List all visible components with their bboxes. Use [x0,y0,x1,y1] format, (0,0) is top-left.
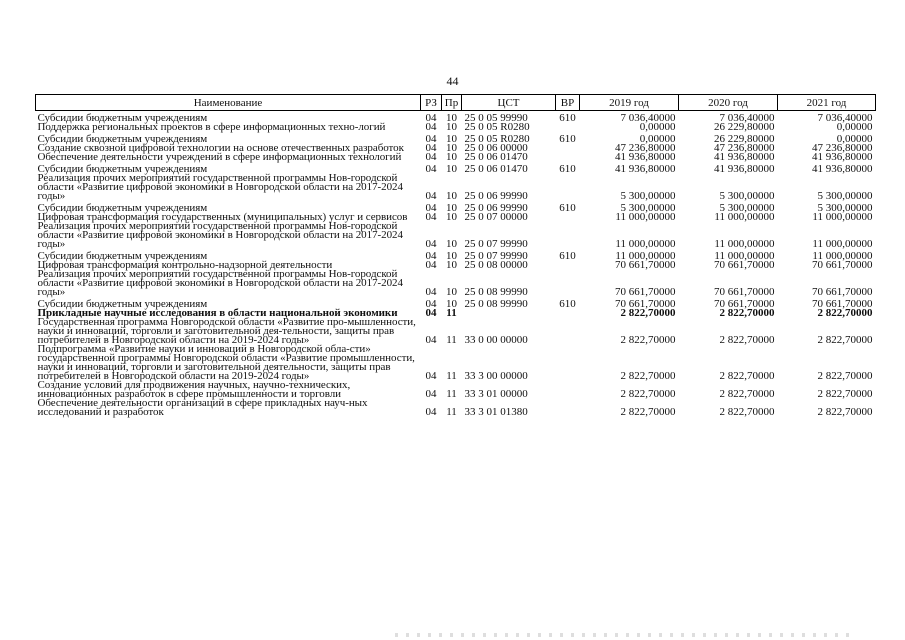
row-2021: 2 822,70000 [817,370,873,382]
row-pr: 10 [446,112,457,124]
row-2021: 70 661,70000 [812,259,873,271]
row-2019: 41 936,80000 [615,163,676,175]
row-vr: 610 [559,298,576,310]
row-2019: 2 822,70000 [620,307,676,319]
row-2020: 26 229,80000 [714,133,775,145]
row-rz: 04 [425,112,437,124]
header-2021: 2021 год [778,95,876,111]
row-2021: 47 236,80000 [812,142,873,154]
row-2021: 0,00000 [836,133,873,145]
row-rz: 04 [425,250,437,262]
row-name: Создание сквозной цифровой технологии на основе отечественных разработок [37,142,404,154]
row-2020: 11 000,00000 [714,250,775,262]
row-2019: 2 822,70000 [620,406,676,418]
row-vr [556,345,580,381]
row-cst: 25 0 07 00000 [464,211,528,223]
row-name: Реализация прочих мероприятий государственной программы Нов-городской области «Развитие цифровой экономики в Новгородской области на 2017-2024 годы» [37,220,403,250]
row-cst: 25 0 05 R0280 [464,133,530,145]
row-rz: 04 [425,259,437,271]
row-vr [556,309,580,318]
row-pr: 10 [446,259,457,271]
scan-artifact [395,633,855,637]
row-2019: 70 661,70000 [615,286,676,298]
table-row [36,174,876,201]
row-rz: 04 [425,133,437,145]
row-vr: 610 [559,163,576,175]
table-row [36,270,876,297]
row-cst: 33 3 01 00000 [464,388,528,400]
row-rz: 04 [425,286,437,298]
row-name: Обеспечение деятельности организаций в сфере прикладных науч-ных исследований и разработок [37,397,368,418]
row-cst: 25 0 08 00000 [464,259,528,271]
row-2020: 2 822,70000 [719,307,775,319]
header-name: Наименование [36,95,421,111]
row-2021: 2 822,70000 [817,388,873,400]
row-2020: 41 936,80000 [714,163,775,175]
row-2019: 0,00000 [639,133,676,145]
header-row [36,95,876,111]
row-name: Субсидии бюджетным учреждениям [37,163,208,175]
table-row [36,345,876,381]
row-2020: 41 936,80000 [714,151,775,163]
row-pr: 10 [446,202,457,214]
row-vr [556,318,580,345]
row-vr [556,174,580,201]
row-rz: 04 [425,211,437,223]
row-name: Подпрограмма «Развитие науки и инноваций в Новгородской обла-сти» государственной программы Новгородской области «Развитие промышленности, науки и инноваций, торговли и заготовительной деятельности, защиты прав потребителей в Новгородской области на 2019-2024 годы» [37,343,415,382]
row-2019: 70 661,70000 [615,298,676,310]
row-name: Обеспечение деятельности учреждений в сфере информационных технологий [37,151,402,163]
row-pr: 10 [446,190,457,202]
row-2020: 70 661,70000 [714,298,775,310]
row-2019: 7 036,40000 [620,112,676,124]
table-body [36,111,876,418]
row-rz: 04 [425,298,437,310]
row-cst: 25 0 07 99990 [464,238,528,250]
row-rz: 04 [425,142,437,154]
row-2021: 11 000,00000 [812,238,873,250]
row-vr: 610 [559,202,576,214]
row-rz: 04 [425,190,437,202]
row-name: Реализация прочих мероприятий государственной программы Нов-городской области «Развитие цифровой экономики в Новгородской области на 2017-2024 годы» [37,172,403,202]
row-pr: 11 [446,334,457,346]
row-2019: 11 000,00000 [615,211,676,223]
row-2020: 11 000,00000 [714,238,775,250]
row-2021: 70 661,70000 [812,286,873,298]
row-pr: 10 [446,286,457,298]
header-rz: РЗ [421,95,442,111]
row-2020: 5 300,00000 [719,190,775,202]
row-2020: 5 300,00000 [719,202,775,214]
row-2021: 2 822,70000 [817,334,873,346]
row-cst: 25 0 06 99990 [464,190,528,202]
row-2020: 70 661,70000 [714,259,775,271]
row-2020: 2 822,70000 [719,370,775,382]
row-cst: 33 0 00 00000 [464,334,528,346]
row-2020: 2 822,70000 [719,388,775,400]
row-2019: 41 936,80000 [615,151,676,163]
row-2019: 5 300,00000 [620,202,676,214]
row-vr [556,261,580,270]
row-2021: 70 661,70000 [812,298,873,310]
row-2019: 11 000,00000 [615,250,676,262]
row-2019: 2 822,70000 [620,334,676,346]
row-name: Поддержка региональных проектов в сфере информационных техно-логий [37,121,386,133]
row-2019: 47 236,80000 [615,142,676,154]
row-vr [556,123,580,132]
header-2020: 2020 год [679,95,778,111]
row-rz: 04 [425,334,437,346]
row-pr: 10 [446,121,457,133]
row-vr [556,399,580,417]
row-pr: 11 [446,370,457,382]
row-2021: 5 300,00000 [817,190,873,202]
row-2019: 0,00000 [639,121,676,133]
row-pr: 10 [446,133,457,145]
row-rz: 04 [425,238,437,250]
row-2020: 70 661,70000 [714,286,775,298]
row-2021: 0,00000 [836,121,873,133]
row-2020: 11 000,00000 [714,211,775,223]
row-name: Субсидии бюджетным учреждениям [37,298,208,310]
row-2019: 2 822,70000 [620,370,676,382]
row-pr: 10 [446,211,457,223]
header-vr: ВР [556,95,580,111]
row-pr: 10 [446,250,457,262]
row-cst: 33 3 00 00000 [464,370,528,382]
row-vr: 610 [559,112,576,124]
row-name: Цифровая трансформация государственных (муниципальных) услуг и сервисов [37,211,408,223]
row-2020: 47 236,80000 [714,142,775,154]
row-vr: 610 [559,133,576,145]
row-cst: 25 0 05 R0280 [464,121,530,133]
row-2021: 7 036,40000 [817,112,873,124]
row-cst: 25 0 07 99990 [464,250,528,262]
row-rz: 04 [425,202,437,214]
row-rz: 04 [425,370,437,382]
row-cst: 25 0 06 01470 [464,163,528,175]
table-row [36,222,876,249]
row-rz: 04 [425,388,437,400]
row-rz: 04 [425,121,437,133]
row-cst: 25 0 05 99990 [464,112,528,124]
header-2019: 2019 год [580,95,679,111]
table-row [36,153,876,162]
row-name: Цифровая трансформация контрольно-надзорной деятельности [37,259,333,271]
row-name: Субсидии бюджетным учреждениям [37,112,208,124]
row-rz: 04 [425,163,437,175]
row-vr [556,213,580,222]
row-vr [556,222,580,249]
table-row [36,318,876,345]
row-pr: 10 [446,151,457,163]
row-vr: 610 [559,250,576,262]
row-cst: 25 0 08 99990 [464,286,528,298]
row-vr [556,153,580,162]
row-2021: 5 300,00000 [817,202,873,214]
page-number: 44 [446,74,459,88]
row-cst: 33 3 01 01380 [464,406,528,418]
row-2020: 26 229,80000 [714,121,775,133]
row-pr: 11 [446,406,457,418]
row-2020: 7 036,40000 [719,112,775,124]
row-rz: 04 [425,307,437,319]
row-pr: 10 [446,238,457,250]
budget-table [35,94,876,417]
row-2021: 41 936,80000 [812,163,873,175]
row-2019: 70 661,70000 [615,259,676,271]
row-2021: 2 822,70000 [817,307,873,319]
row-name: Реализация прочих мероприятий государственной программы Нов-городской области «Развитие цифровой экономики в Новгородской области на 2017-2024 годы» [37,268,403,298]
row-cst: 25 0 06 01470 [464,151,528,163]
row-2019: 11 000,00000 [615,238,676,250]
row-pr: 10 [446,163,457,175]
row-2020: 2 822,70000 [719,334,775,346]
row-2021: 11 000,00000 [812,211,873,223]
row-name: Прикладные научные исследования в области национальной экономики [37,307,398,319]
header-pr: Пр [442,95,462,111]
row-rz: 04 [425,406,437,418]
row-vr [556,381,580,399]
row-name: Государственная программа Новгородской области «Развитие про-мышленности, науки и инноваций, торговли и заготовительной дея-тельности, защиты прав потребителей в Новгородской области на 2019-2024 годы» [37,316,416,346]
row-cst [462,309,556,318]
row-name: Субсидии бюджетным учреждениям [37,250,208,262]
row-2021: 11 000,00000 [812,250,873,262]
row-name: Создание условий для продвижения научных, научно-технических, инновационных разработок в сфере промышленности и торговли [37,379,351,400]
row-pr: 10 [446,298,457,310]
row-2021: 41 936,80000 [812,151,873,163]
row-2019: 5 300,00000 [620,190,676,202]
row-cst: 25 0 06 99990 [464,202,528,214]
row-name: Субсидии бюджетным учреждениям [37,133,208,145]
row-cst: 25 0 08 99990 [464,298,528,310]
table-row [36,123,876,132]
row-vr [556,270,580,297]
row-pr: 11 [446,307,457,319]
header-cst: ЦСТ [462,95,556,111]
row-2021: 2 822,70000 [817,406,873,418]
row-cst: 25 0 06 00000 [464,142,528,154]
row-rz: 04 [425,151,437,163]
row-name: Субсидии бюджетным учреждениям [37,202,208,214]
row-pr: 11 [446,388,457,400]
row-2020: 2 822,70000 [719,406,775,418]
row-pr: 10 [446,142,457,154]
table-row [36,399,876,417]
row-vr [556,144,580,153]
row-2019: 2 822,70000 [620,388,676,400]
